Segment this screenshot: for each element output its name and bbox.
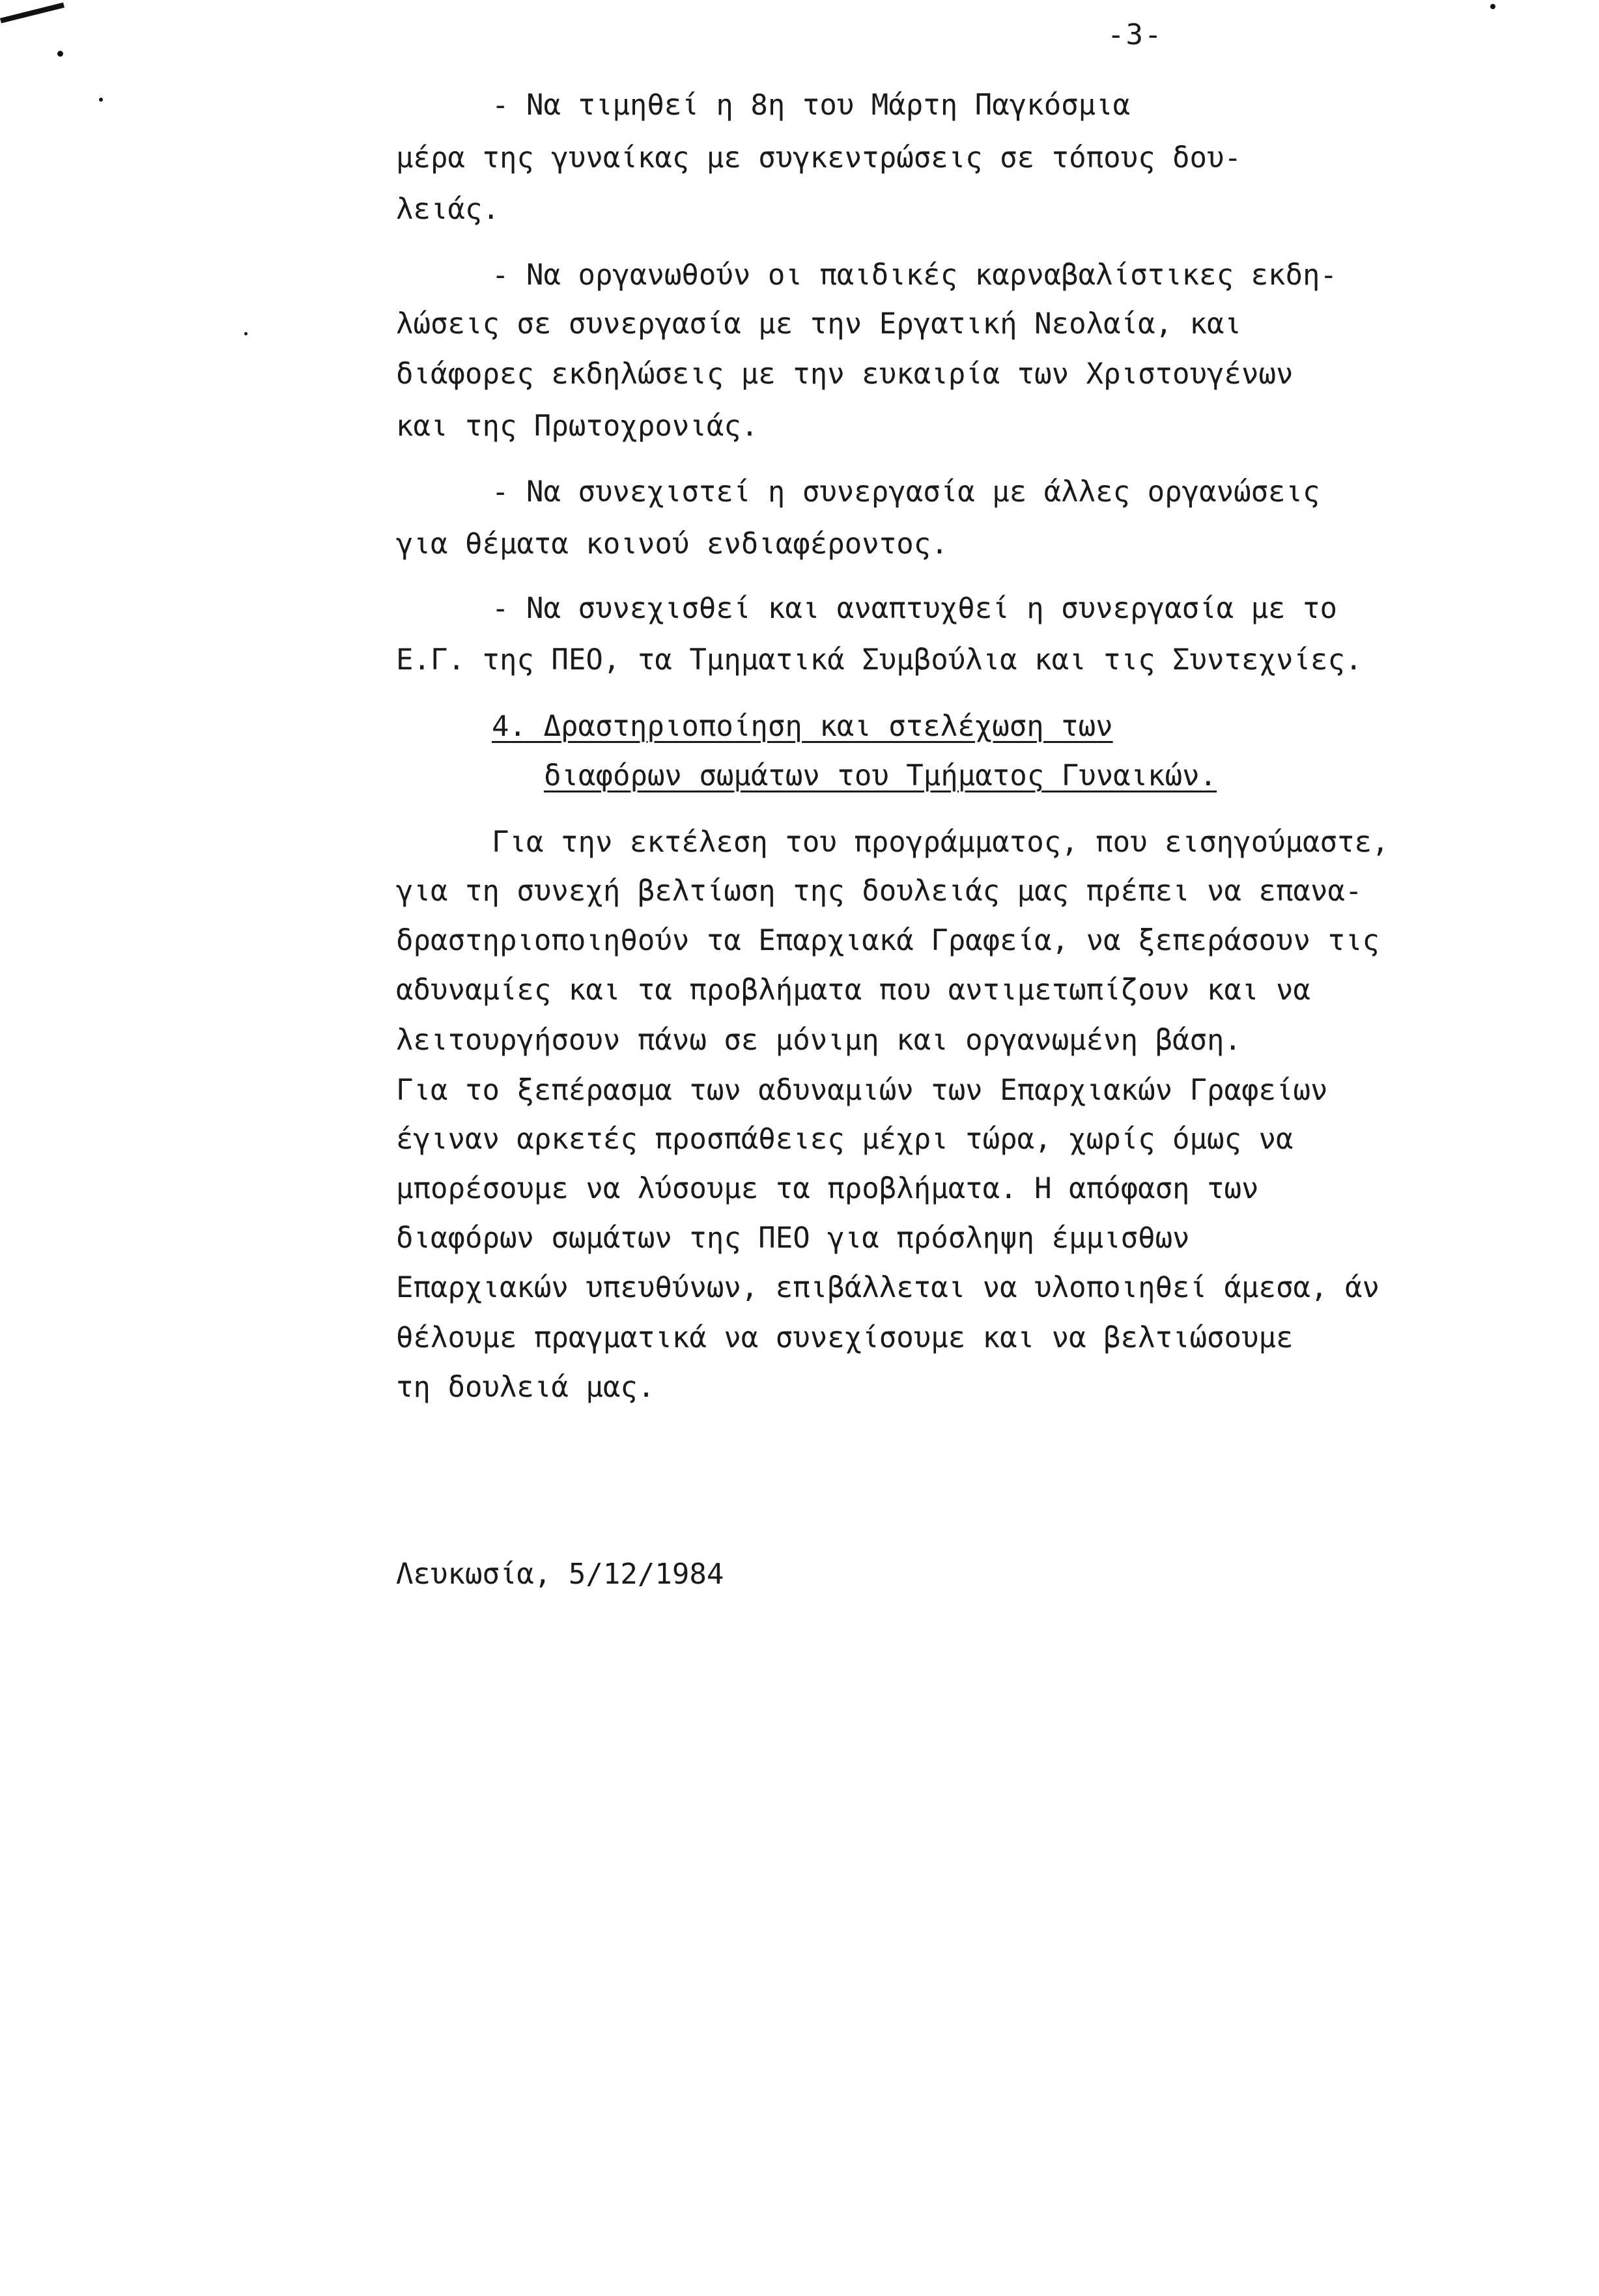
body-line: διαφόρων σωμάτων της ΠΕΟ για πρόσληψη έμμισθων	[396, 1222, 1190, 1255]
paragraph-line: - Να οργανωθούν οι παιδικές καρναβαλίστικες εκδη-	[492, 259, 1338, 292]
paragraph-line: λώσεις σε συνεργασία με την Εργατική Νεολαία, και	[396, 307, 1242, 341]
scan-dot	[1490, 4, 1495, 9]
section-heading-line-1: 4. Δραστηριοποίηση και στελέχωση των	[492, 710, 1113, 743]
paragraph-line: λειάς.	[396, 193, 500, 226]
paragraph-line: Ε.Γ. της ΠΕΟ, τα Τμηματικά Συμβούλια και τις Συντεχνίες.	[396, 643, 1363, 677]
scan-corner-mark	[0, 3, 64, 23]
paragraph-line: - Να τιμηθεί η 8η του Μάρτη Παγκόσμια	[492, 89, 1131, 122]
signoff-place-date: Λευκωσία, 5/12/1984	[396, 1558, 724, 1591]
body-line: θέλουμε πραγματικά να συνεχίσουμε και να βελτιώσουμε	[396, 1321, 1294, 1354]
body-line: Επαρχιακών υπευθύνων, επιβάλλεται να υλοποιηθεί άμεσα, άν	[396, 1271, 1380, 1304]
body-line: τη δουλειά μας.	[396, 1371, 655, 1404]
body-line: αδυναμίες και τα προβλήματα που αντιμετωπίζουν και να	[396, 973, 1310, 1007]
body-line: λειτουργήσουν πάνω σε μόνιμη και οργανωμένη βάση.	[396, 1024, 1242, 1057]
body-line: Για το ξεπέρασμα των αδυναμιών των Επαρχιακών Γραφείων	[396, 1074, 1328, 1107]
paragraph-line: - Να συνεχισθεί και αναπτυχθεί η συνεργασία με το	[492, 592, 1338, 625]
body-line: Για την εκτέλεση του προγράμματος, που εισηγούμαστε,	[492, 826, 1389, 859]
body-line: δραστηριοποιηθούν τα Επαρχιακά Γραφεία, να ξεπεράσουν τις	[396, 924, 1380, 957]
scan-dot	[99, 98, 103, 102]
section-heading-line-2: διαφόρων σωμάτων του Τμήματος Γυναικών.	[544, 759, 1217, 792]
scan-dot	[244, 332, 248, 335]
paragraph-line: - Να συνεχιστεί η συνεργασία με άλλες οργανώσεις	[492, 475, 1320, 509]
paragraph-line: διάφορες εκδηλώσεις με την ευκαιρία των Χριστουγένων	[396, 357, 1294, 391]
paragraph-line: και της Πρωτοχρονιάς.	[396, 410, 759, 443]
page-number: -3-	[1107, 18, 1163, 51]
body-line: μπορέσουμε να λύσουμε τα προβλήματα. Η απόφαση των	[396, 1172, 1259, 1205]
body-line: για τη συνεχή βελτίωση της δουλειάς μας πρέπει να επανα-	[396, 875, 1363, 908]
paragraph-line: μέρα της γυναίκας με συγκεντρώσεις σε τόπους δου-	[396, 141, 1242, 175]
scan-dot	[57, 51, 63, 57]
body-line: έγιναν αρκετές προσπάθειες μέχρι τώρα, χωρίς όμως να	[396, 1123, 1294, 1156]
paragraph-line: για θέματα κοινού ενδιαφέροντος.	[396, 527, 948, 561]
